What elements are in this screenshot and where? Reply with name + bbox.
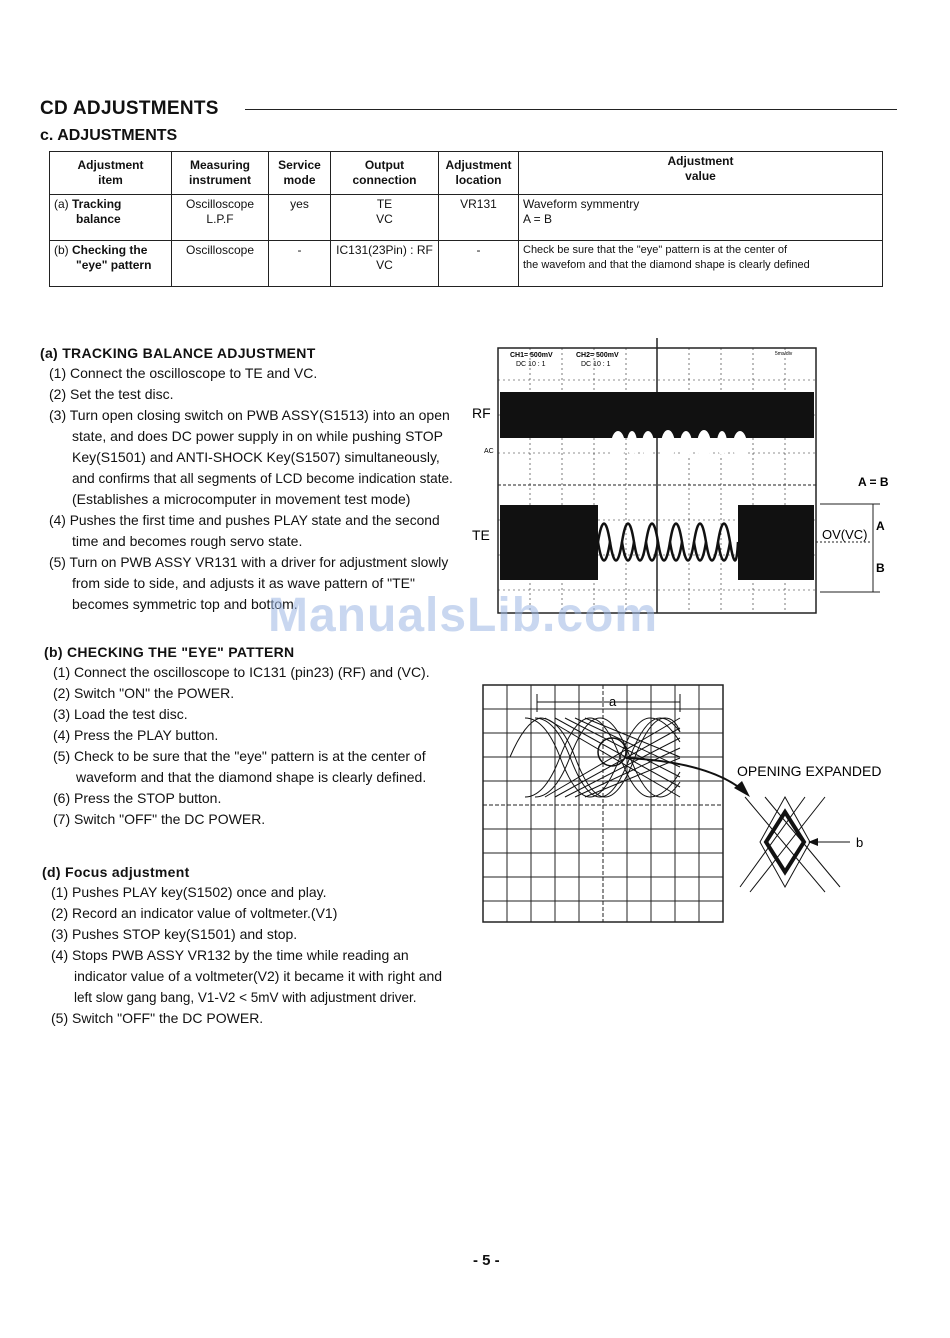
cell-value-b: Check be sure that the "eye" pattern is at the center of the wavefom and that the diamond shape is clearly defined [519, 241, 883, 287]
cell-output-a: TE VC [331, 195, 439, 241]
ch1-coupling: DC 10 : 1 [516, 361, 546, 368]
b-label: B [876, 561, 885, 575]
step-d2: (2) Record an indicator value of voltmeter.(V1) [51, 905, 338, 921]
table-row [50, 241, 883, 287]
timebase-label: 5ms/div [775, 351, 793, 357]
section-b-title: (b) CHECKING THE "EYE" PATTERN [44, 644, 295, 660]
adjustments-table [49, 151, 883, 287]
table-row [50, 195, 883, 241]
step-d4-l3: left slow gang bang, V1-V2 < 5mV with adjustment driver. [74, 990, 417, 1005]
step-d4-l2: indicator value of a voltmeter(V2) it became it with right and [74, 968, 443, 984]
step-b4: (4) Press the PLAY button. [53, 727, 219, 743]
header-measuring-instrument: Measuring instrument [172, 152, 269, 195]
header-adjustment-value: Adjustment value [519, 152, 883, 195]
cell-output-b: IC131(23Pin) : RF VC [331, 241, 439, 287]
step-a3-l3: Key(S1501) and ANTI-SHOCK Key(S1507) simultaneously, [72, 449, 440, 465]
step-a3-l2: state, and does DC power supply in on while pushing STOP [72, 428, 443, 444]
step-a3: (3) Turn open closing switch on PWB ASSY(S1513) into an open [49, 407, 450, 423]
step-b3: (3) Load the test disc. [53, 706, 188, 722]
page-subtitle: c. ADJUSTMENTS [40, 127, 178, 144]
step-b2: (2) Switch "ON" the POWER. [53, 685, 235, 701]
step-b5-l2: waveform and that the diamond shape is clearly defined. [76, 769, 427, 785]
step-b5: (5) Check to be sure that the "eye" pattern is at the center of [53, 748, 426, 764]
expand-arrow [626, 758, 745, 792]
tracking-scope-figure [470, 335, 900, 625]
cell-mode-b: - [269, 241, 331, 287]
title-rule [245, 109, 897, 110]
header-service-mode: Service mode [269, 152, 331, 195]
watermark: ManualsLib.com [268, 589, 659, 642]
cell-instrument-b: Oscilloscope [172, 241, 269, 287]
section-focus-adjustment [42, 864, 482, 1029]
step-d3: (3) Pushes STOP key(S1501) and stop. [51, 926, 298, 942]
step-b1: (1) Connect the oscilloscope to IC131 (pin23) (RF) and (VC). [53, 664, 430, 680]
eye-pattern-figure [480, 682, 900, 927]
step-d1: (1) Pushes PLAY key(S1502) once and play. [51, 884, 327, 900]
cell-item-a: (a) Tracking balance [50, 195, 172, 241]
step-d5: (5) Switch "OFF" the DC POWER. [51, 1010, 264, 1026]
step-a5: (5) Turn on PWB ASSY VR131 with a driver for adjustment slowly [49, 555, 449, 570]
step-a5-l3: becomes symmetric top and bottom. [72, 596, 298, 612]
step-a3-l5: (Establishes a microcomputer in movement test mode) [72, 491, 411, 507]
step-b6: (6) Press the STOP button. [53, 790, 222, 806]
diamond-expanded [740, 797, 840, 892]
te-label: TE [472, 527, 490, 543]
step-a5-l2: from side to side, and adjusts it as wave pattern of "TE" [72, 575, 415, 591]
a-equals-b-label: A = B [858, 475, 889, 489]
ac-label: AC [484, 448, 494, 455]
rf-label: RF [472, 405, 491, 421]
section-a-title: (a) TRACKING BALANCE ADJUSTMENT [40, 345, 316, 361]
step-a1: (1) Connect the oscilloscope to TE and VC. [49, 365, 318, 381]
page-number: - 5 - [473, 1252, 500, 1269]
header-adjustment-item: Adjustment item [50, 152, 172, 195]
section-eye-pattern [44, 644, 484, 830]
table-header-row [50, 152, 883, 195]
a-label: A [876, 519, 885, 533]
step-a4-l2: time and becomes rough servo state. [72, 533, 303, 549]
cell-location-b: - [439, 241, 519, 287]
cell-location-a: VR131 [439, 195, 519, 241]
ch2-label: CH2= 500mV [576, 352, 619, 359]
dimension-a-label: a [609, 694, 617, 709]
step-a2: (2) Set the test disc. [49, 386, 174, 402]
step-b7: (7) Switch "OFF" the DC POWER. [53, 811, 266, 827]
opening-b-label: b [856, 835, 864, 850]
header-adjustment-location: Adjustment location [439, 152, 519, 195]
ov-vc-label: OV(VC) [822, 527, 868, 542]
eye-scope-grid [483, 685, 723, 922]
page-title: CD ADJUSTMENTS [40, 98, 219, 119]
ch1-label: CH1= 500mV [510, 352, 553, 359]
section-tracking-balance [40, 345, 470, 615]
rf-waveform [500, 392, 814, 438]
opening-expanded-label: OPENING EXPANDED [737, 763, 882, 779]
step-a4: (4) Pushes the first time and pushes PLAY state and the second [49, 513, 440, 528]
ch2-coupling: DC 10 : 1 [581, 361, 611, 368]
cell-item-b: (b) Checking the "eye" pattern [50, 241, 172, 287]
cell-mode-a: yes [269, 195, 331, 241]
step-a3-l4: and confirms that all segments of LCD become indication state. [72, 471, 453, 486]
section-d-title: (d) Focus adjustment [42, 864, 190, 880]
cell-instrument-a: Oscilloscope L.P.F [172, 195, 269, 241]
step-d4: (4) Stops PWB ASSY VR132 by the time while reading an [51, 947, 409, 963]
te-sine-wave [598, 524, 738, 561]
cell-value-a: Waveform symmentry A = B [519, 195, 883, 241]
header-output-connection: Output connection [331, 152, 439, 195]
